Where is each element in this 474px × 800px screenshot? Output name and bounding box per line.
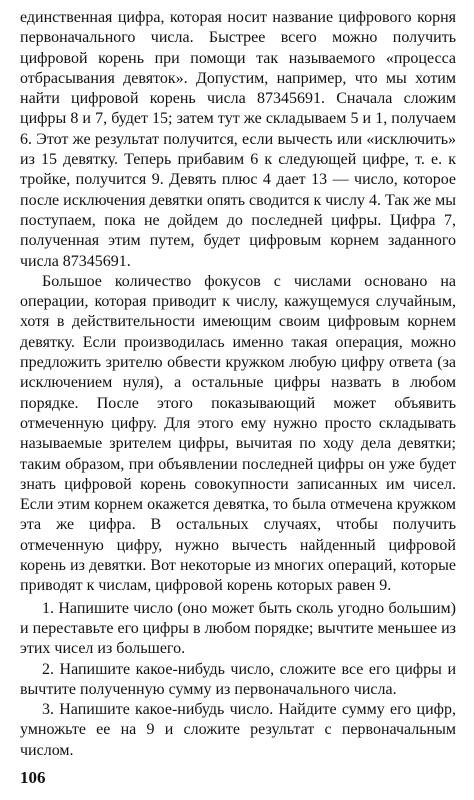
list-item-3: 3. Напишите какое-нибудь число. Найдите сумму его цифр, умножьте ее на 9 и сложите результат с первоначальным числом. [20, 701, 456, 759]
page-number: 106 [20, 768, 46, 787]
list-item-2: 2. Напишите какое-нибудь число, сложите все его цифры и вычтите полученную сумму из первоначального числа. [20, 660, 456, 698]
page-body [20, 8, 456, 761]
list-item-1: 1. Напишите число (оно может быть сколь угодно большим) и переставьте его цифры в любом порядке; вычтите меньшее из этих чисел из большего. [20, 599, 456, 658]
paragraph-digital-root-definition: единственная цифра, которая носит название цифрового корня первоначального числа. Быстрее всего можно получить цифровой корень при помощи так называемого «процесса отбрасывания девяток». Допустим, например, что мы хотим найти цифровой корень числа 87345691. Сначала сложим цифры 8 и 7, будет 15; затем тут же складываем 5 и 1, получаем 6. Этот же результат получится, если вычесть или «исключить» из 15 девятку. Теперь прибавим 6 к следующей цифре, т. е. к тройке, получится 9. Девять плюс 4 дает 13 — число, которое после исключения девятки опять сводится к числу 4. Так же мы поступаем, пока не дойдем до последней цифры. Цифра 7, полученная этим путем, будет цифровым корнем заданного числа 87345691. [20, 9, 457, 270]
paragraph-tricks-intro: Большое количество фокусов с числами основано на операции, которая приводит к числу, кажущемуся случайным, хотя в действительности имеющим своим цифровым корнем девятку. Если производилась именно такая операция, можно предложить зрителю обвести кружком любую цифру ответа (за исключением нуля), а остальные цифры назвать в любом порядке. После этого показывающий может объявить отмеченную цифру. Для этого ему нужно просто складывать называемые зрителем цифры, вычитая по ходу дела девятки; таким образом, при объявлении последней цифры он уже будет знать цифровой корень совокупности записанных им чисел. Если этим корнем окажется девятка, то была отмечена кружком эта же цифра. В остальных случаях, чтобы получить отмеченную цифру, нужно вычесть найденный цифровой корень из девятки. Вот некоторые из многих операций, которые приводят к числам, цифровой корень которых равен 9. [20, 272, 456, 595]
